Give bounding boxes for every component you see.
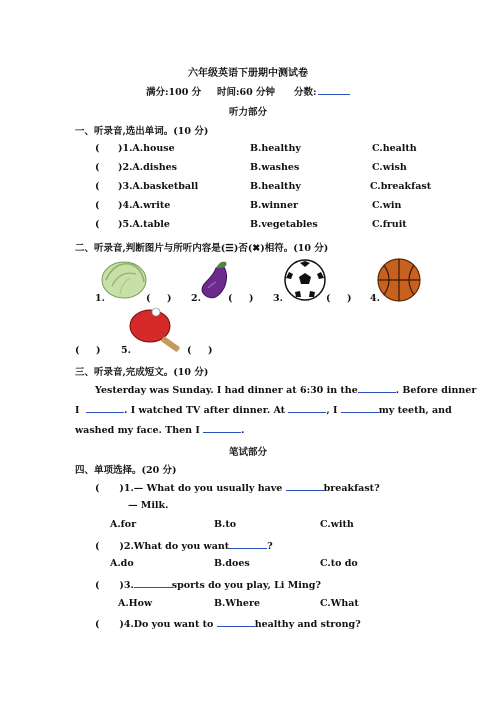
q3-option-b: B.Where: [214, 598, 261, 609]
question-text: sports do you play, Li Ming?: [171, 580, 321, 591]
question-text: )3.: [119, 580, 134, 591]
ping-pong-paddle-icon: [128, 304, 190, 356]
question-text: healthy and strong?: [254, 619, 361, 630]
option-c: C.fruit: [372, 219, 407, 230]
image-label-4: 4.: [370, 293, 380, 304]
answer-paren[interactable]: (: [95, 143, 120, 154]
question-text: )4.Do you want to: [119, 619, 214, 630]
passage-text: .: [241, 425, 245, 436]
image-label-1: 1.: [95, 293, 105, 304]
option-b: B.vegetables: [250, 219, 318, 230]
option-a: )3.A.basketball: [118, 181, 199, 192]
option-b: B.winner: [250, 200, 298, 211]
question-4: [95, 617, 361, 630]
section-1-heading: 一、听录音,选出单词。(10 分): [75, 126, 209, 137]
passage-text: Yesterday was Sunday. I had dinner at 6:30 in the: [95, 385, 358, 396]
blank-5[interactable]: [203, 423, 241, 433]
q3-option-a: A.How: [118, 598, 153, 609]
answer-paren-2[interactable]: ( ): [228, 293, 254, 304]
cabbage-icon: [100, 256, 148, 300]
passage-text: washed my face. Then I: [75, 425, 200, 436]
answer-paren[interactable]: (: [95, 219, 120, 230]
q3-option-c: C.What: [320, 598, 359, 609]
blank-4[interactable]: [341, 403, 379, 413]
answer-paren-5[interactable]: ( ): [187, 345, 213, 356]
q2-option-b: B.does: [214, 558, 250, 569]
passage-line-1: [95, 383, 476, 396]
soccer-ball-icon: [283, 258, 327, 302]
q1-option-c: C.with: [320, 519, 354, 530]
question-text: )2.What do you want: [119, 541, 230, 552]
option-c: C.wish: [372, 162, 407, 173]
page-title: 六年级英语下册期中测试卷: [188, 68, 308, 79]
question-1-answer: — Milk.: [128, 500, 169, 511]
question-text: ?: [267, 541, 273, 552]
section-4-heading: 四、单项选择。(20 分): [75, 465, 177, 476]
question-3: [95, 578, 321, 591]
image-label-3: 3.: [273, 293, 283, 304]
question-1: [95, 481, 380, 494]
eggplant-icon: [198, 258, 232, 302]
answer-paren[interactable]: (: [95, 483, 120, 494]
answer-paren[interactable]: (: [95, 541, 120, 552]
option-a: )4.A.write: [118, 200, 171, 211]
answer-paren[interactable]: (: [95, 619, 120, 630]
blank-q1[interactable]: [286, 481, 324, 491]
question-text: )1.— What do you usually have: [119, 483, 283, 494]
score-blank[interactable]: [318, 85, 350, 95]
option-b: B.washes: [250, 162, 300, 173]
answer-paren[interactable]: (: [95, 181, 120, 192]
image-label-5: 5.: [121, 345, 131, 356]
answer-paren-3[interactable]: ( ): [326, 293, 352, 304]
question-text: breakfast?: [323, 483, 380, 494]
option-b: B.healthy: [250, 181, 301, 192]
option-c: C.health: [372, 143, 417, 154]
question-2: [95, 539, 273, 552]
option-b: B.healthy: [250, 143, 301, 154]
passage-line-2: [75, 403, 452, 416]
written-section-title: 笔试部分: [228, 447, 267, 458]
basketball-icon: [376, 257, 422, 303]
blank-q2[interactable]: [229, 539, 267, 549]
blank-q4[interactable]: [217, 617, 255, 627]
blank-2[interactable]: [86, 403, 124, 413]
section-3-heading: 三、听录音,完成短文。(10 分): [75, 367, 209, 378]
answer-paren[interactable]: (: [95, 162, 120, 173]
passage-text: . Before dinner: [395, 385, 477, 396]
listening-section-title: 听力部分: [228, 107, 267, 118]
passage-text: my teeth, and: [378, 405, 452, 416]
full-marks: 满分:100 分: [146, 87, 202, 98]
time-limit: 时间:60 分钟: [217, 87, 276, 98]
blank-q3[interactable]: [134, 578, 172, 588]
answer-paren[interactable]: (: [95, 200, 120, 211]
q2-option-c: C.to do: [320, 558, 358, 569]
answer-paren[interactable]: (: [95, 580, 120, 591]
option-a: )2.A.dishes: [118, 162, 177, 173]
option-c: C.win: [372, 200, 402, 211]
passage-text: . I watched TV after dinner. At: [124, 405, 286, 416]
image-label-2: 2.: [191, 293, 201, 304]
option-a: )1.A.house: [118, 143, 175, 154]
option-c: C.breakfast: [370, 181, 432, 192]
q2-option-a: A.do: [110, 558, 134, 569]
section-2-heading: 二、听录音,判断图片与所听内容是(☰)否(✖)相符。(10 分): [75, 243, 329, 254]
q1-option-a: A.for: [110, 519, 137, 530]
blank-3[interactable]: [288, 403, 326, 413]
score-label: 分数:: [294, 87, 317, 98]
passage-text: I: [75, 405, 80, 416]
passage-text: , I: [326, 405, 338, 416]
answer-paren-4[interactable]: ( ): [75, 345, 101, 356]
answer-paren-1[interactable]: ( ): [146, 293, 172, 304]
blank-1[interactable]: [358, 383, 396, 393]
passage-line-3: [75, 423, 244, 436]
option-a: )5.A.table: [118, 219, 170, 230]
q1-option-b: B.to: [214, 519, 237, 530]
